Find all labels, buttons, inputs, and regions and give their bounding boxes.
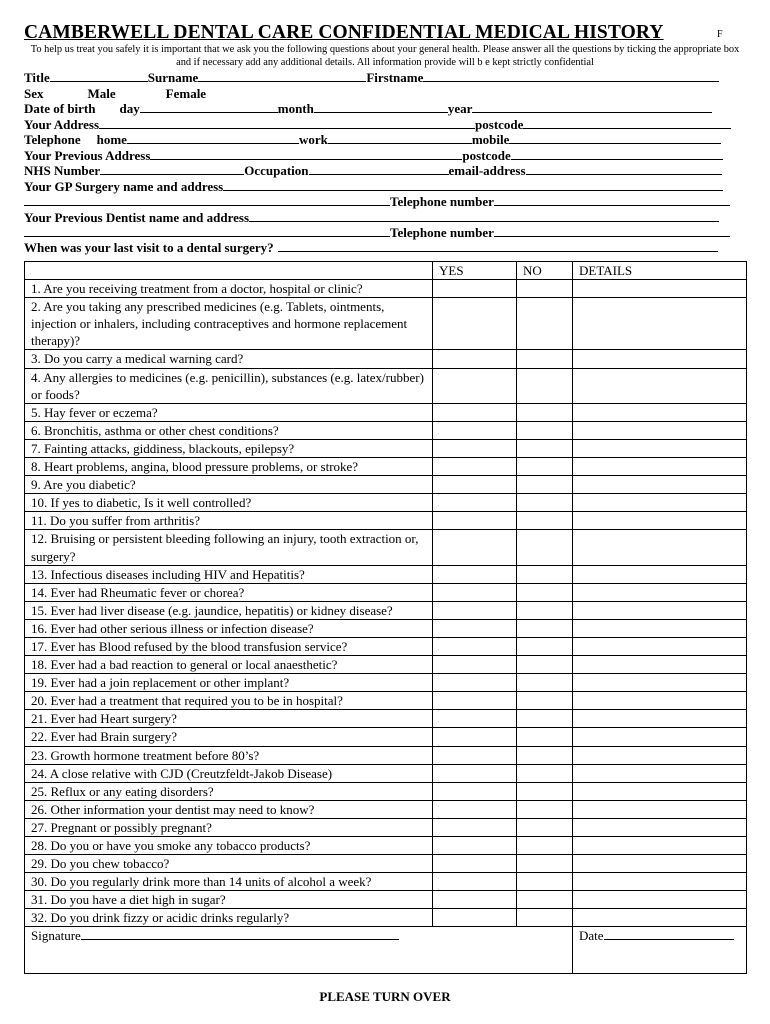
- details-field[interactable]: [573, 855, 747, 873]
- no-checkbox[interactable]: [517, 350, 573, 368]
- details-field[interactable]: [573, 873, 747, 891]
- yes-checkbox[interactable]: [433, 656, 517, 674]
- no-checkbox[interactable]: [517, 782, 573, 800]
- yes-checkbox[interactable]: [433, 601, 517, 619]
- question-text: 1. Are you receiving treatment from a doctor, hospital or clinic?: [25, 280, 433, 298]
- no-checkbox[interactable]: [517, 891, 573, 909]
- name-line: [24, 70, 746, 86]
- details-field[interactable]: [573, 280, 747, 298]
- question-text: 12. Bruising or persistent bleeding following an injury, tooth extraction or, surgery?: [25, 530, 433, 565]
- work-phone-field[interactable]: [328, 132, 472, 144]
- question-row: [25, 421, 747, 439]
- question-row: [25, 909, 747, 927]
- gp-telephone-label: Telephone number: [390, 194, 494, 209]
- prev-postcode-label: postcode: [462, 148, 511, 163]
- question-text: 19. Ever had a join replacement or other implant?: [25, 674, 433, 692]
- question-text: 24. A close relative with CJD (Creutzfeldt-Jakob Disease): [25, 764, 433, 782]
- surname-field[interactable]: [198, 70, 366, 82]
- details-field[interactable]: [573, 764, 747, 782]
- question-text: 22. Ever had Brain surgery?: [25, 728, 433, 746]
- yes-checkbox[interactable]: [433, 619, 517, 637]
- day-field[interactable]: [140, 101, 278, 113]
- email-field[interactable]: [526, 163, 722, 175]
- question-text: 6. Bronchitis, asthma or other chest conditions?: [25, 421, 433, 439]
- question-text: 28. Do you or have you smoke any tobacco products?: [25, 837, 433, 855]
- details-field[interactable]: [573, 837, 747, 855]
- yes-checkbox[interactable]: [433, 873, 517, 891]
- details-field[interactable]: [573, 439, 747, 457]
- table-header-row: [25, 262, 747, 280]
- no-checkbox[interactable]: [517, 530, 573, 565]
- female-option[interactable]: Female: [165, 86, 207, 101]
- header-question-cell: [25, 262, 433, 280]
- header-no: NO: [517, 262, 573, 280]
- question-row: [25, 728, 747, 746]
- question-row: [25, 439, 747, 457]
- question-text: 21. Ever had Heart surgery?: [25, 710, 433, 728]
- yes-checkbox[interactable]: [433, 476, 517, 494]
- firstname-field[interactable]: [423, 70, 719, 82]
- no-checkbox[interactable]: [517, 280, 573, 298]
- question-row: [25, 368, 747, 403]
- details-field[interactable]: [573, 909, 747, 927]
- no-checkbox[interactable]: [517, 601, 573, 619]
- question-text: 8. Heart problems, angina, blood pressure problems, or stroke?: [25, 458, 433, 476]
- prev-dentist-label: Your Previous Dentist name and address: [24, 210, 249, 225]
- yes-checkbox[interactable]: [433, 421, 517, 439]
- question-row: [25, 764, 747, 782]
- date-cell: [573, 927, 747, 974]
- question-row: [25, 280, 747, 298]
- question-row: [25, 873, 747, 891]
- gp-telephone-line: [24, 194, 746, 210]
- question-text: 9. Are you diabetic?: [25, 476, 433, 494]
- question-text: 4. Any allergies to medicines (e.g. penicillin), substances (e.g. latex/rubber) or foods?: [25, 368, 433, 403]
- details-field[interactable]: [573, 710, 747, 728]
- year-label: year: [447, 101, 473, 116]
- last-visit-field[interactable]: [278, 240, 718, 252]
- header-details: DETAILS: [573, 262, 747, 280]
- month-field[interactable]: [314, 101, 448, 113]
- question-row: [25, 403, 747, 421]
- male-option[interactable]: Male: [87, 86, 116, 101]
- question-row: [25, 476, 747, 494]
- form-title: CAMBERWELL DENTAL CARE CONFIDENTIAL MEDICAL HISTORY: [24, 22, 664, 43]
- details-field[interactable]: [573, 728, 747, 746]
- details-field[interactable]: [573, 637, 747, 655]
- question-text: 7. Fainting attacks, giddiness, blackouts, epilepsy?: [25, 439, 433, 457]
- question-text: 11. Do you suffer from arthritis?: [25, 512, 433, 530]
- form-code: F: [717, 29, 723, 40]
- question-text: 15. Ever had liver disease (e.g. jaundice, hepatitis) or kidney disease?: [25, 601, 433, 619]
- dentist-line: [24, 210, 746, 226]
- question-row: [25, 782, 747, 800]
- no-checkbox[interactable]: [517, 368, 573, 403]
- yes-checkbox[interactable]: [433, 458, 517, 476]
- prev-postcode-field[interactable]: [511, 148, 723, 160]
- question-text: 23. Growth hormone treatment before 80’s?: [25, 746, 433, 764]
- question-row: [25, 530, 747, 565]
- question-text: 26. Other information your dentist may need to know?: [25, 800, 433, 818]
- yes-checkbox[interactable]: [433, 855, 517, 873]
- turn-over-text: PLEASE TURN OVER: [319, 989, 451, 1004]
- question-row: [25, 619, 747, 637]
- question-text: 20. Ever had a treatment that required you to be in hospital?: [25, 692, 433, 710]
- details-field[interactable]: [573, 512, 747, 530]
- details-field[interactable]: [573, 656, 747, 674]
- question-text: 14. Ever had Rheumatic fever or chorea?: [25, 583, 433, 601]
- question-row: [25, 601, 747, 619]
- address-field[interactable]: [99, 117, 475, 129]
- mobile-label: mobile: [471, 132, 510, 147]
- month-label: month: [277, 101, 314, 116]
- no-checkbox[interactable]: [517, 583, 573, 601]
- details-field[interactable]: [573, 476, 747, 494]
- question-row: [25, 565, 747, 583]
- no-checkbox[interactable]: [517, 403, 573, 421]
- details-field[interactable]: [573, 601, 747, 619]
- question-text: 27. Pregnant or possibly pregnant?: [25, 818, 433, 836]
- yes-checkbox[interactable]: [433, 837, 517, 855]
- question-row: [25, 350, 747, 368]
- details-field[interactable]: [573, 782, 747, 800]
- address-label: Your Address: [24, 117, 100, 132]
- header-yes: YES: [433, 262, 517, 280]
- yes-checkbox[interactable]: [433, 565, 517, 583]
- question-row: [25, 674, 747, 692]
- question-text: 16. Ever had other serious illness or infection disease?: [25, 619, 433, 637]
- yes-checkbox[interactable]: [433, 728, 517, 746]
- no-checkbox[interactable]: [517, 656, 573, 674]
- sex-label: Sex: [24, 86, 44, 101]
- no-checkbox[interactable]: [517, 512, 573, 530]
- no-checkbox[interactable]: [517, 692, 573, 710]
- question-row: [25, 656, 747, 674]
- questions-table: [24, 261, 747, 974]
- details-field[interactable]: [573, 800, 747, 818]
- question-text: 30. Do you regularly drink more than 14 units of alcohol a week?: [25, 873, 433, 891]
- question-row: [25, 692, 747, 710]
- question-text: 3. Do you carry a medical warning card?: [25, 350, 433, 368]
- yes-checkbox[interactable]: [433, 674, 517, 692]
- email-label: email-address: [448, 163, 526, 178]
- yes-checkbox[interactable]: [433, 818, 517, 836]
- no-checkbox[interactable]: [517, 764, 573, 782]
- question-text: 29. Do you chew tobacco?: [25, 855, 433, 873]
- question-text: 17. Ever has Blood refused by the blood transfusion service?: [25, 637, 433, 655]
- question-row: [25, 458, 747, 476]
- details-field[interactable]: [573, 674, 747, 692]
- no-checkbox[interactable]: [517, 565, 573, 583]
- nhs-label: NHS Number: [24, 163, 101, 178]
- question-text: 5. Hay fever or eczema?: [25, 403, 433, 421]
- no-checkbox[interactable]: [517, 458, 573, 476]
- dentist-telephone-label: Telephone number: [390, 225, 494, 240]
- details-field[interactable]: [573, 746, 747, 764]
- no-checkbox[interactable]: [517, 800, 573, 818]
- yes-checkbox[interactable]: [433, 403, 517, 421]
- gp-field[interactable]: [223, 179, 723, 191]
- home-phone-field[interactable]: [127, 132, 299, 144]
- day-label: day: [119, 101, 140, 116]
- no-checkbox[interactable]: [517, 710, 573, 728]
- address-line: [24, 117, 746, 133]
- last-visit-label: When was your last visit to a dental surgery?: [24, 240, 274, 255]
- details-field[interactable]: [573, 403, 747, 421]
- postcode-field[interactable]: [523, 117, 731, 129]
- no-checkbox[interactable]: [517, 674, 573, 692]
- no-checkbox[interactable]: [517, 728, 573, 746]
- question-text: 32. Do you drink fizzy or acidic drinks regularly?: [25, 909, 433, 927]
- prev-address-field[interactable]: [150, 148, 462, 160]
- signature-label: Signature: [31, 928, 81, 944]
- year-field[interactable]: [472, 101, 712, 113]
- no-checkbox[interactable]: [517, 494, 573, 512]
- no-checkbox[interactable]: [517, 476, 573, 494]
- title-label: Title: [24, 70, 50, 85]
- yes-checkbox[interactable]: [433, 280, 517, 298]
- yes-checkbox[interactable]: [433, 710, 517, 728]
- details-field[interactable]: [573, 368, 747, 403]
- details-field[interactable]: [573, 619, 747, 637]
- question-text: 25. Reflux or any eating disorders?: [25, 782, 433, 800]
- question-row: [25, 298, 747, 350]
- no-checkbox[interactable]: [517, 421, 573, 439]
- yes-checkbox[interactable]: [433, 494, 517, 512]
- details-field[interactable]: [573, 298, 747, 350]
- no-checkbox[interactable]: [517, 439, 573, 457]
- details-field[interactable]: [573, 565, 747, 583]
- intro-text: To help us treat you safely it is important that we ask you the following questions about your general health. Please answer all the questions by ticking the appropriate box and if necessary add any additional details. All information provide will b e kept strictly confidential: [30, 44, 740, 68]
- question-row: [25, 494, 747, 512]
- question-row: [25, 512, 747, 530]
- question-text: 31. Do you have a diet high in sugar?: [25, 891, 433, 909]
- yes-checkbox[interactable]: [433, 439, 517, 457]
- dob-label: Date of birth: [24, 101, 96, 116]
- postcode-label: postcode: [475, 117, 524, 132]
- yes-checkbox[interactable]: [433, 800, 517, 818]
- signature-row: [25, 927, 747, 974]
- surname-label: Surname: [147, 70, 199, 85]
- last-visit-line: [24, 240, 746, 256]
- no-checkbox[interactable]: [517, 298, 573, 350]
- details-field[interactable]: [573, 530, 747, 565]
- occupation-field[interactable]: [309, 163, 449, 175]
- yes-checkbox[interactable]: [433, 512, 517, 530]
- details-field[interactable]: [573, 818, 747, 836]
- question-text: 18. Ever had a bad reaction to general or local anaesthetic?: [25, 656, 433, 674]
- occupation-label: Occupation: [244, 163, 309, 178]
- dentist-address-cont-field[interactable]: [24, 225, 390, 237]
- yes-checkbox[interactable]: [433, 891, 517, 909]
- no-checkbox[interactable]: [517, 746, 573, 764]
- date-label: Date: [579, 928, 604, 944]
- question-row: [25, 800, 747, 818]
- prev-address-line: [24, 148, 746, 164]
- sex-line: [24, 86, 746, 102]
- question-row: [25, 818, 747, 836]
- yes-checkbox[interactable]: [433, 350, 517, 368]
- question-row: [25, 746, 747, 764]
- details-field[interactable]: [573, 350, 747, 368]
- dentist-telephone-field[interactable]: [494, 225, 730, 237]
- no-checkbox[interactable]: [517, 619, 573, 637]
- question-row: [25, 891, 747, 909]
- prev-dentist-field[interactable]: [249, 210, 719, 222]
- signature-field[interactable]: [81, 928, 399, 940]
- yes-checkbox[interactable]: [433, 692, 517, 710]
- question-row: [25, 710, 747, 728]
- work-label: work: [298, 132, 328, 147]
- question-text: 10. If yes to diabetic, Is it well controlled?: [25, 494, 433, 512]
- no-checkbox[interactable]: [517, 855, 573, 873]
- prev-address-label: Your Previous Address: [24, 148, 151, 163]
- firstname-label: Firstname: [366, 70, 424, 85]
- signature-cell: [25, 927, 573, 974]
- title-field[interactable]: [50, 70, 148, 82]
- details-field[interactable]: [573, 583, 747, 601]
- nhs-line: [24, 163, 746, 179]
- dentist-telephone-line: [24, 225, 746, 241]
- question-text: 13. Infectious diseases including HIV and Hepatitis?: [25, 565, 433, 583]
- yes-checkbox[interactable]: [433, 764, 517, 782]
- details-field[interactable]: [573, 494, 747, 512]
- gp-address-cont-field[interactable]: [24, 194, 390, 206]
- yes-checkbox[interactable]: [433, 746, 517, 764]
- no-checkbox[interactable]: [517, 818, 573, 836]
- yes-checkbox[interactable]: [433, 909, 517, 927]
- question-text: 2. Are you taking any prescribed medicines (e.g. Tablets, ointments, injection or inhalers, including contraceptives and hormone replacement therapy)?: [25, 298, 433, 350]
- no-checkbox[interactable]: [517, 837, 573, 855]
- home-label: home: [96, 132, 127, 147]
- question-row: [25, 855, 747, 873]
- no-checkbox[interactable]: [517, 637, 573, 655]
- no-checkbox[interactable]: [517, 909, 573, 927]
- details-field[interactable]: [573, 891, 747, 909]
- gp-line: [24, 179, 746, 195]
- gp-telephone-field[interactable]: [494, 194, 730, 206]
- yes-checkbox[interactable]: [433, 637, 517, 655]
- yes-checkbox[interactable]: [433, 583, 517, 601]
- yes-checkbox[interactable]: [433, 298, 517, 350]
- telephone-line: [24, 132, 746, 148]
- telephone-label: Telephone: [24, 132, 81, 147]
- date-field[interactable]: [604, 928, 734, 940]
- yes-checkbox[interactable]: [433, 368, 517, 403]
- question-row: [25, 583, 747, 601]
- question-row: [25, 837, 747, 855]
- details-field[interactable]: [573, 692, 747, 710]
- question-row: [25, 637, 747, 655]
- details-field[interactable]: [573, 458, 747, 476]
- yes-checkbox[interactable]: [433, 782, 517, 800]
- yes-checkbox[interactable]: [433, 530, 517, 565]
- dob-line: [24, 101, 746, 117]
- gp-label: Your GP Surgery name and address: [24, 179, 224, 194]
- mobile-field[interactable]: [509, 132, 721, 144]
- details-field[interactable]: [573, 421, 747, 439]
- no-checkbox[interactable]: [517, 873, 573, 891]
- nhs-field[interactable]: [100, 163, 244, 175]
